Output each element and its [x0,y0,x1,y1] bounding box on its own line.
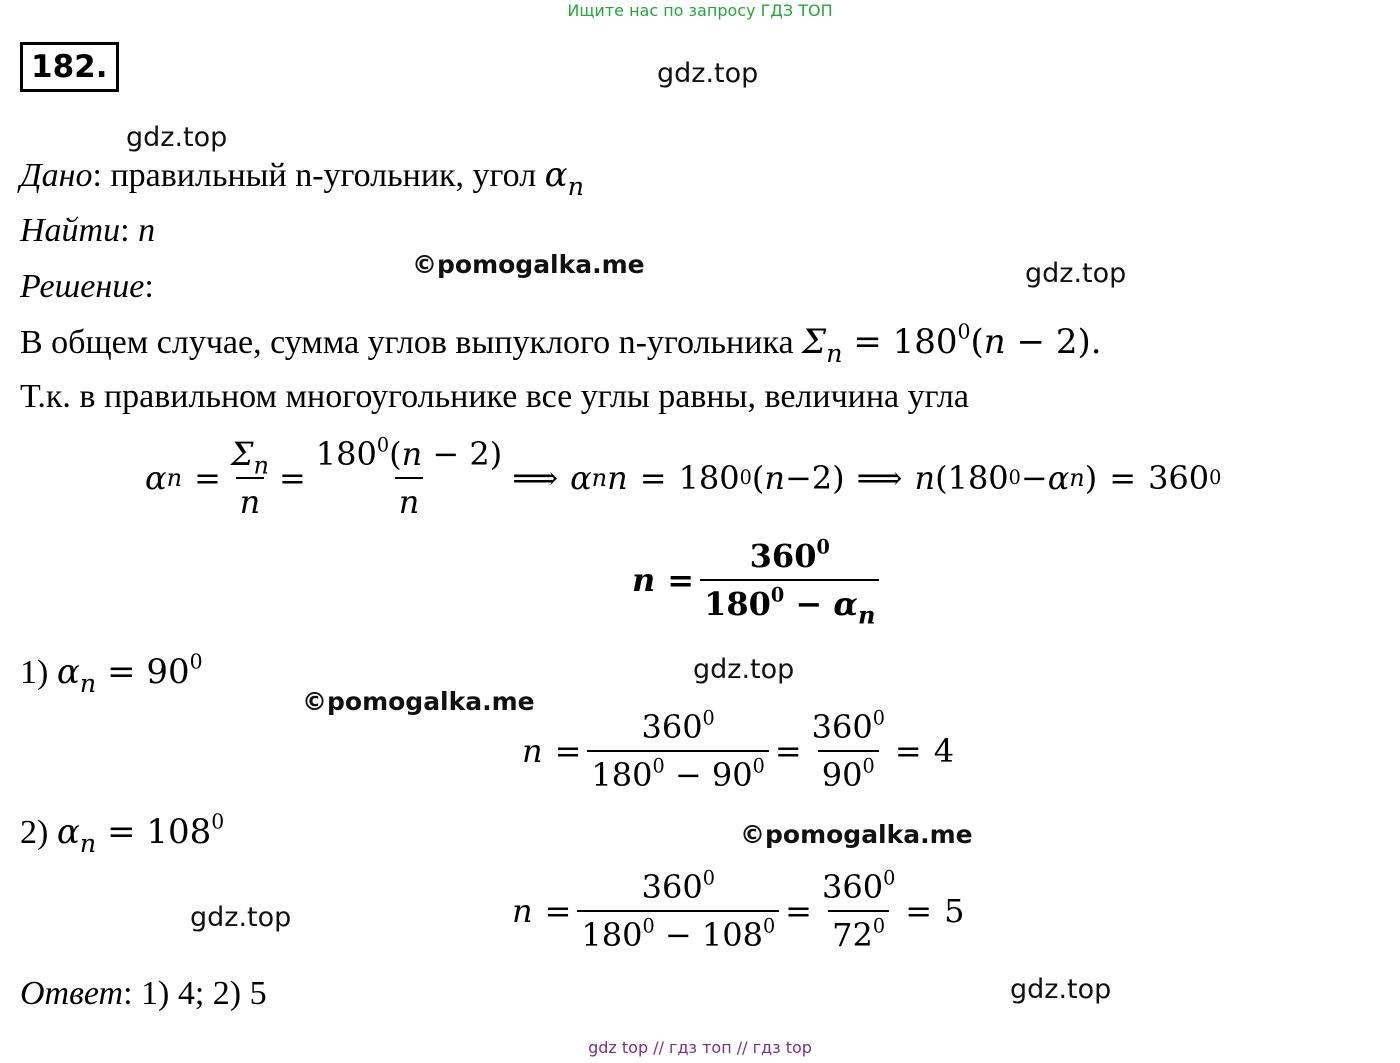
sum-line: В общем случае, сумма углов выпуклого n-угольника $\Sigma_n = 180^0(n - 2)$. [20,319,1102,369]
case2-line: 2) $\alpha_n = 108^0$ [20,809,225,859]
case1-formula: n = $\frac{360^0}{180^0 - 90^0}$ = $\frac{360^0}{90^0}$ = 4 [522,706,955,794]
solution-label: Решение [20,268,145,305]
watermark-gdz: gdz.top [126,122,228,153]
alpha-symbol: α [544,155,568,195]
fraction: $\frac{360^0}{180^0 - 108^0}$ [577,868,779,954]
answer-line [20,975,267,1013]
fraction: $\frac{360^0}{180^0 - \alpha_n}$ [700,537,879,623]
fraction: $\frac{360^0}{72^0}$ [821,866,896,954]
watermark-gdz: gdz.top [693,654,795,685]
solution-line: Решение: [20,268,154,305]
watermark-pomogalka: ©pomogalka.me [740,820,973,849]
answer-label: Ответ [20,975,124,1012]
fraction: $\frac{180^0(n - 2)}{n}$ [315,433,503,521]
given-text: : правильный n-угольник, угол [92,157,545,194]
watermark-gdz: gdz.top [1025,258,1127,289]
answer-text: : 1) 4; 2) 5 [123,975,267,1012]
case1-line: 1) $\alpha_n = 90^0$ [20,649,203,699]
find-label: Найти [20,212,121,249]
general-formula: n = $\frac{360^0}{180^0 - \alpha_n}$ [632,537,885,623]
watermark-gdz: gdz.top [190,902,292,933]
fraction: $\frac{360^0}{90^0}$ [811,706,885,794]
derivation-formula: α n = $\frac{\Sigma_n}{n}$ = $\frac{180^0(n - 2)}{n}$ ⟹ α n n = 180 0 ( n − 2 ) ⟹ n ( 180 0 − α n ) = 360 0 [145,433,1222,521]
problem-number: 182. [20,42,119,92]
watermark-gdz: gdz.top [657,58,759,89]
fraction: $\frac{360^0}{180^0 - 90^0}$ [587,708,768,794]
watermark-gdz: gdz.top [1010,974,1112,1005]
regular-line: Т.к. в правильном многоугольнике все углы равны, величина угла [20,378,969,415]
find-line: Найти: n [20,212,156,249]
fraction: $\frac{\Sigma_n}{n}$ [230,435,269,521]
case2-result: 5 [944,892,965,930]
case1-result: 4 [933,732,955,770]
given-line: Дано: правильный n-угольник, угол $\alpha_n$ [20,155,585,202]
given-label: Дано [20,157,93,194]
watermark-pomogalka: ©pomogalka.me [302,687,535,716]
case2-formula: n = $\frac{360^0}{180^0 - 108^0}$ = $\frac{360^0}{72^0}$ = 5 [512,866,965,954]
watermark-top: Ищите нас по запросу ГДЗ ТОП [567,1,833,20]
watermark-bottom: gdz top // гдз топ // гдз top [588,1038,812,1057]
watermark-pomogalka: ©pomogalka.me [412,250,645,279]
